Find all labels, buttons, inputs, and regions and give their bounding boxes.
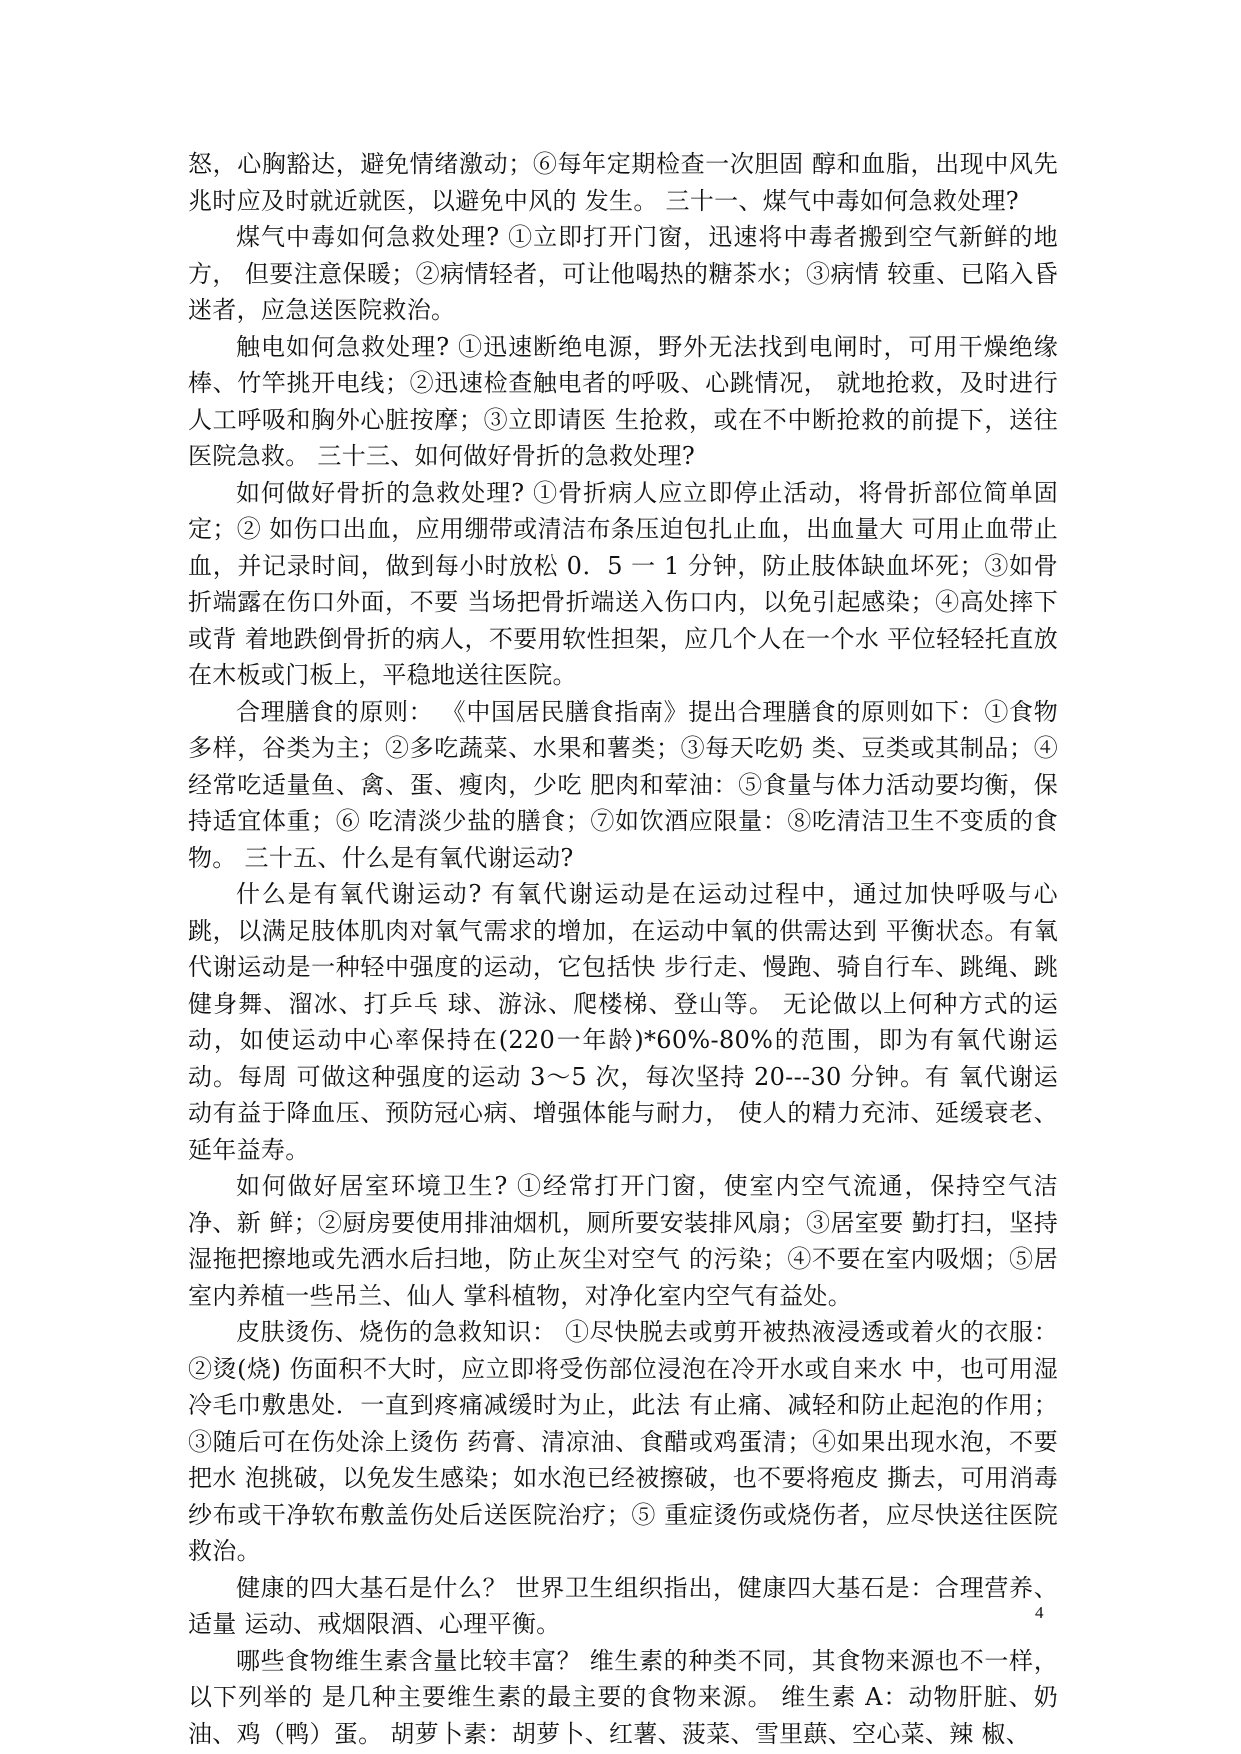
paragraph-vitamins: 哪些食物维生素含量比较丰富？ 维生素的种类不同，其食物来源也不一样，以下列举的 是几种主要维生素的最主要的食物来源。 维生素 A：动物肝脏、奶油、鸡（鸭）蛋。 胡萝卜素：胡萝卜、红薯、菠菜、雪里蕻、空心菜、辣 椒、 [188,1646,1058,1748]
paragraph-burns: 皮肤烫伤、烧伤的急救知识： ①尽快脱去或剪开被热液浸透或着火的衣服：②烫(烧) 伤面积不大时，应立即将受伤部位浸泡在冷开水或自来水 中，也可用湿冷毛巾敷患处．一直到疼痛减缓时为止，此法 有止痛、减轻和防止起泡的作用；③随后可在伤处涂上烫伤 药膏、清凉油、食醋或鸡蛋清；④如果出现水泡，不要把水 泡挑破，以免发生感染；如水泡已经被擦破，也不要将疱皮 撕去，可用消毒纱布或干净软布敷盖伤处后送医院治疗；⑤ 重症烫伤或烧伤者，应尽快送往医院救治。 [188,1318,1058,1565]
paragraph-continuation: 怒，心胸豁达，避免情绪激动；⑥每年定期检查一次胆固 醇和血脂，出现中风先兆时应及时就近就医，以避免中风的 发生。 三十一、煤气中毒如何急救处理? [188,150,1058,215]
paragraph-gas-poisoning: 煤气中毒如何急救处理? ①立即打开门窗，迅速将中毒者搬到空气新鲜的地方， 但要注意保暖；②病情轻者，可让他喝热的糖茶水；③病情 较重、已陷入昏迷者，应急送医院救治。 [188,223,1058,324]
paragraph-balanced-diet: 合理膳食的原则： 《中国居民膳食指南》提出合理膳食的原则如下：①食物多样，谷类为主；②多吃蔬菜、水果和薯类；③每天吃奶 类、豆类或其制品；④经常吃适量鱼、禽、蛋、瘦肉，少吃 肥肉和荤油：⑤食量与体力活动要均衡，保持适宜体重；⑥ 吃清淡少盐的膳食；⑦如饮酒应限量：⑧吃清洁卫生不变质的食物。 三十五、什么是有氧代谢运动? [188,697,1058,872]
body-text [188,146,1058,1752]
paragraph-electric-shock: 触电如何急救处理? ①迅速断绝电源，野外无法找到电闸时，可用干燥绝缘棒、竹竿挑开电线；②迅速检查触电者的呼吸、心跳情况， 就地抢救，及时进行人工呼吸和胸外心脏按摩；③立即请医 生抢救，或在不中断抢救的前提下，送往医院急救。 三十三、如何做好骨折的急救处理? [188,332,1058,470]
page-number: 4 [1035,1603,1044,1622]
paragraph-fracture: 如何做好骨折的急救处理? ①骨折病人应立即停止活动，将骨折部位简单固定；② 如伤口出血，应用绷带或清洁布条压迫包扎止血，出血量大 可用止血带止血，并记录时间，做到每小时放松 0．5 一 1 分钟，防止肢体缺血坏死；③如骨折端露在伤口外面，不要 当场把骨折端送入伤口内，以免引起感染；④高处摔下或背 着地跌倒骨折的病人，不要用软性担架，应几个人在一个水 平位轻轻托直放在木板或门板上，平稳地送往医院。 [188,478,1058,689]
paragraph-health-cornerstones: 健康的四大基石是什么？ 世界卫生组织指出，健康四大基石是：合理营养、适量 运动、戒烟限酒、心理平衡。 [188,1573,1058,1638]
paragraph-aerobic-exercise: 什么是有氧代谢运动? 有氧代谢运动是在运动过程中，通过加快呼吸与心跳，以满足肢体肌肉对氧气需求的增加，在运动中氧的供需达到 平衡状态。有氧代谢运动是一种轻中强度的运动，它包括快 步行走、慢跑、骑自行车、跳绳、跳健身舞、溜冰、打乒乓 球、游泳、爬楼梯、登山等。 无论做以上何种方式的运动，如使运动中心率保持在(220一年龄)*60%-80%的范围，即为有氧代谢运动。每周 可做这种强度的运动 3～5 次，每次坚持 20---30 分钟。有 氧代谢运动有益于降血压、预防冠心病、增强体能与耐力， 使人的精力充沛、延缓衰老、延年益寿。 [188,880,1058,1164]
paragraph-home-hygiene: 如何做好居室环境卫生? ①经常打开门窗，使室内空气流通，保持空气洁净、新 鲜；②厨房要使用排油烟机，厕所要安装排风扇；③居室要 勤打扫，坚持湿拖把擦地或先洒水后扫地，防止灰尘对空气 的污染；④不要在室内吸烟；⑤居室内养植一些吊兰、仙人 掌科植物，对净化室内空气有益处。 [188,1172,1058,1310]
